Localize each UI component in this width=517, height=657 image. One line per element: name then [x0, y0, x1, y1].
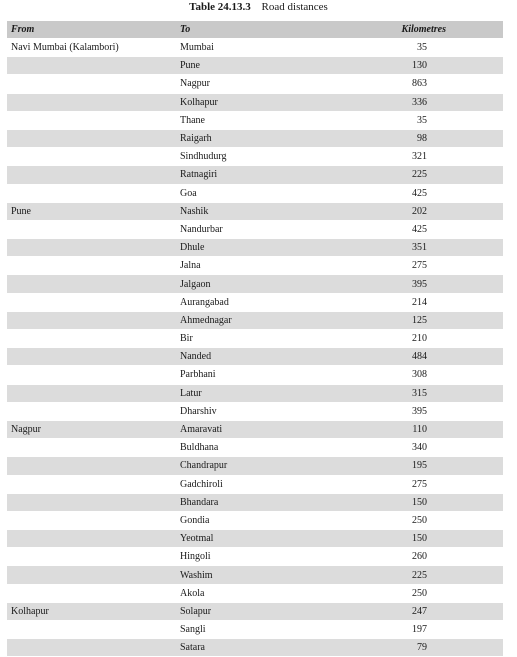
- cell-from: [7, 511, 176, 529]
- cell-kilometres: 79: [374, 639, 503, 657]
- cell-from: [7, 384, 176, 402]
- cell-to: Nagpur: [176, 75, 374, 93]
- table-header-row: [7, 21, 503, 39]
- cell-kilometres: 197: [374, 621, 503, 639]
- cell-from: [7, 584, 176, 602]
- table-row: [7, 311, 503, 329]
- table-row: [7, 275, 503, 293]
- cell-to: Solapur: [176, 602, 374, 620]
- cell-from: [7, 75, 176, 93]
- cell-kilometres: 336: [374, 93, 503, 111]
- cell-to: Dharshiv: [176, 402, 374, 420]
- cell-to: Ahmednagar: [176, 311, 374, 329]
- table-row: [7, 530, 503, 548]
- cell-from: [7, 275, 176, 293]
- table-row: [7, 239, 503, 257]
- cell-kilometres: 351: [374, 239, 503, 257]
- cell-from: Kolhapur: [7, 602, 176, 620]
- table-row: [7, 184, 503, 202]
- table-row: [7, 293, 503, 311]
- cell-to: Ratnagiri: [176, 166, 374, 184]
- cell-kilometres: 35: [374, 111, 503, 129]
- cell-from: [7, 530, 176, 548]
- cell-kilometres: 250: [374, 584, 503, 602]
- cell-kilometres: 247: [374, 602, 503, 620]
- table-row: [7, 566, 503, 584]
- cell-kilometres: 125: [374, 311, 503, 329]
- cell-to: Mumbai: [176, 39, 374, 57]
- table-row: [7, 439, 503, 457]
- cell-to: Parbhani: [176, 366, 374, 384]
- cell-kilometres: 150: [374, 530, 503, 548]
- header-to: To: [176, 21, 374, 39]
- table-row: [7, 348, 503, 366]
- cell-kilometres: 150: [374, 493, 503, 511]
- cell-from: [7, 148, 176, 166]
- table-row: [7, 257, 503, 275]
- cell-to: Dhule: [176, 239, 374, 257]
- cell-to: Aurangabad: [176, 293, 374, 311]
- cell-to: Yeotmal: [176, 530, 374, 548]
- table-caption: [0, 0, 517, 16]
- table-row: [7, 39, 503, 57]
- cell-from: [7, 220, 176, 238]
- table-row: [7, 621, 503, 639]
- cell-to: Bir: [176, 330, 374, 348]
- road-distances-table: [7, 21, 503, 657]
- cell-from: [7, 239, 176, 257]
- cell-kilometres: 214: [374, 293, 503, 311]
- cell-from: [7, 57, 176, 75]
- cell-from: [7, 548, 176, 566]
- cell-to: Buldhana: [176, 439, 374, 457]
- cell-from: [7, 184, 176, 202]
- table-number: Table 24.13.3: [189, 1, 251, 13]
- table-row: [7, 457, 503, 475]
- cell-kilometres: 425: [374, 184, 503, 202]
- cell-kilometres: 484: [374, 348, 503, 366]
- cell-to: Goa: [176, 184, 374, 202]
- table-row: [7, 366, 503, 384]
- cell-from: [7, 166, 176, 184]
- cell-from: [7, 639, 176, 657]
- cell-kilometres: 98: [374, 129, 503, 147]
- table-row: [7, 220, 503, 238]
- table-row: [7, 420, 503, 438]
- cell-to: Akola: [176, 584, 374, 602]
- cell-to: Amaravati: [176, 420, 374, 438]
- cell-from: [7, 311, 176, 329]
- table-row: [7, 475, 503, 493]
- cell-kilometres: 202: [374, 202, 503, 220]
- cell-kilometres: 110: [374, 420, 503, 438]
- cell-from: [7, 111, 176, 129]
- table-row: [7, 75, 503, 93]
- cell-to: Raigarh: [176, 129, 374, 147]
- cell-to: Pune: [176, 57, 374, 75]
- cell-to: Nanded: [176, 348, 374, 366]
- table-row: [7, 111, 503, 129]
- cell-kilometres: 315: [374, 384, 503, 402]
- cell-to: Washim: [176, 566, 374, 584]
- table-row: [7, 330, 503, 348]
- cell-to: Thane: [176, 111, 374, 129]
- cell-kilometres: 225: [374, 166, 503, 184]
- cell-to: Gadchiroli: [176, 475, 374, 493]
- cell-to: Sindhudurg: [176, 148, 374, 166]
- cell-from: [7, 439, 176, 457]
- table-row: [7, 57, 503, 75]
- cell-kilometres: 275: [374, 475, 503, 493]
- cell-to: Latur: [176, 384, 374, 402]
- cell-kilometres: 275: [374, 257, 503, 275]
- cell-kilometres: 195: [374, 457, 503, 475]
- cell-kilometres: 395: [374, 275, 503, 293]
- cell-from: [7, 493, 176, 511]
- cell-kilometres: 340: [374, 439, 503, 457]
- cell-from: [7, 348, 176, 366]
- cell-to: Jalgaon: [176, 275, 374, 293]
- table-title: Road distances: [261, 1, 328, 13]
- table-row: [7, 148, 503, 166]
- cell-kilometres: 395: [374, 402, 503, 420]
- cell-kilometres: 260: [374, 548, 503, 566]
- cell-from: [7, 293, 176, 311]
- table-row: [7, 548, 503, 566]
- cell-from: Navi Mumbai (Kalambori): [7, 39, 176, 57]
- cell-kilometres: 863: [374, 75, 503, 93]
- cell-kilometres: 210: [374, 330, 503, 348]
- table-row: [7, 511, 503, 529]
- table-row: [7, 402, 503, 420]
- cell-to: Nashik: [176, 202, 374, 220]
- table-row: [7, 129, 503, 147]
- cell-to: Jalna: [176, 257, 374, 275]
- cell-from: [7, 129, 176, 147]
- cell-to: Chandrapur: [176, 457, 374, 475]
- cell-to: Kolhapur: [176, 93, 374, 111]
- cell-from: [7, 457, 176, 475]
- cell-from: [7, 566, 176, 584]
- table-row: [7, 639, 503, 657]
- cell-to: Sangli: [176, 621, 374, 639]
- table-row: [7, 166, 503, 184]
- cell-to: Bhandara: [176, 493, 374, 511]
- cell-to: Gondia: [176, 511, 374, 529]
- cell-from: [7, 402, 176, 420]
- cell-from: [7, 366, 176, 384]
- table-row: [7, 93, 503, 111]
- cell-from: [7, 257, 176, 275]
- table-row: [7, 202, 503, 220]
- cell-to: Hingoli: [176, 548, 374, 566]
- header-from: From: [7, 21, 176, 39]
- cell-from: [7, 93, 176, 111]
- table-row: [7, 384, 503, 402]
- cell-kilometres: 225: [374, 566, 503, 584]
- cell-kilometres: 250: [374, 511, 503, 529]
- table-row: [7, 602, 503, 620]
- table-row: [7, 584, 503, 602]
- table-row: [7, 493, 503, 511]
- cell-from: [7, 621, 176, 639]
- cell-kilometres: 308: [374, 366, 503, 384]
- cell-from: [7, 330, 176, 348]
- cell-from: [7, 475, 176, 493]
- cell-to: Nandurbar: [176, 220, 374, 238]
- cell-kilometres: 130: [374, 57, 503, 75]
- cell-kilometres: 321: [374, 148, 503, 166]
- cell-kilometres: 425: [374, 220, 503, 238]
- cell-kilometres: 35: [374, 39, 503, 57]
- cell-from: Pune: [7, 202, 176, 220]
- cell-from: Nagpur: [7, 420, 176, 438]
- cell-to: Satara: [176, 639, 374, 657]
- table-body: [7, 39, 503, 657]
- header-kilometres: Kilometres: [374, 21, 503, 39]
